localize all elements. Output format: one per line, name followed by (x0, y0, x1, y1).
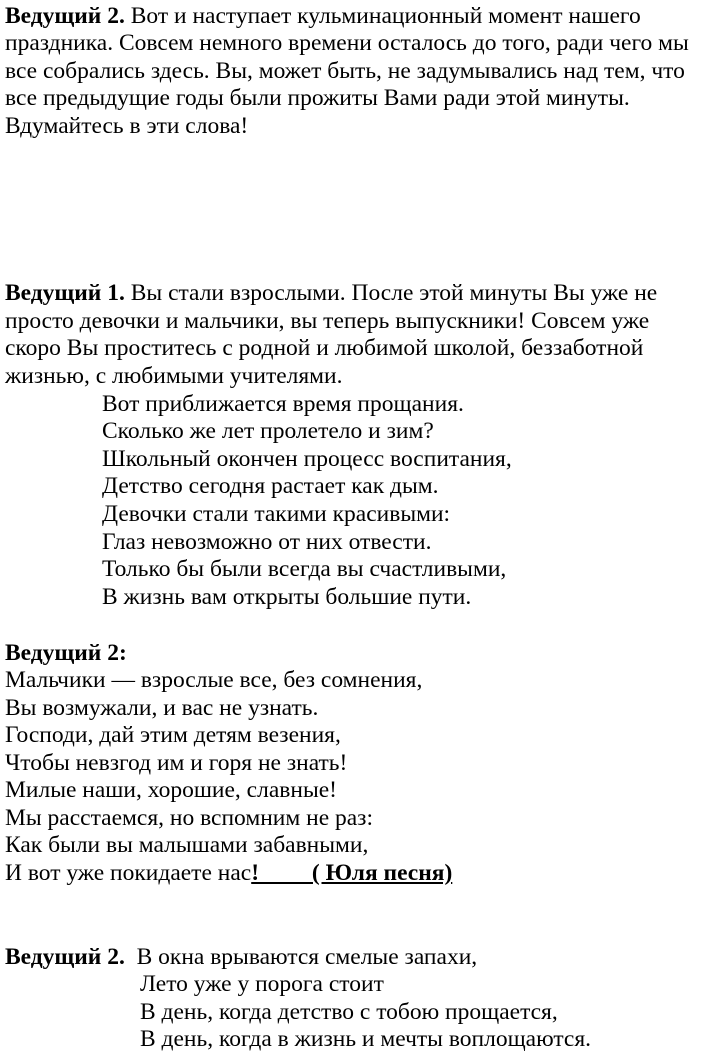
paragraph-line: скоро Вы проститесь с родной и любимой школой, беззаботной (5, 335, 644, 361)
paragraph-text: Вы стали взрослыми. После этой минуты Вы уже не (124, 280, 658, 306)
song-note: ! ( Юля песня) (251, 860, 453, 886)
paragraph-line: Вдумайтесь в эти слова! (5, 113, 249, 139)
poem-line: В день, когда в жизнь и мечты воплощаются. (140, 1026, 592, 1052)
poem-text: И вот уже покидаете нас (5, 860, 252, 886)
poem-line: Девочки стали такими красивыми: (102, 501, 451, 527)
paragraph-line: все предыдущие годы были прожиты Вами ради этой минуты. (5, 85, 630, 111)
poem-text: В окна врываются смелые запахи, (124, 944, 478, 970)
poem-line: Как были вы малышами забавными, (5, 832, 369, 858)
paragraph-line (5, 2, 641, 30)
speaker-label: Ведущий 2: (5, 640, 127, 666)
paragraph-line (5, 943, 477, 971)
paragraph-line (5, 279, 657, 307)
poem-line: Школьный окончен процесс воспитания, (102, 446, 512, 472)
poem-line: В день, когда детство с тобою прощается, (140, 999, 558, 1025)
paragraph-line: просто девочки и мальчики, вы теперь выпускники! Совсем уже (5, 308, 650, 334)
poem-line: Мы расстаемся, но вспомним не раз: (5, 805, 373, 831)
speaker-label: Ведущий 1. (5, 280, 125, 306)
poem-line: Лето уже у порога стоит (140, 971, 384, 997)
paragraph-text: Вот и наступает кульминационный момент нашего (124, 3, 641, 29)
poem-line: Чтобы невзгод им и горя не знать! (5, 750, 348, 776)
poem-line: Сколько же лет пролетело и зим? (102, 418, 434, 444)
poem-line: Только бы были всегда вы счастливыми, (102, 556, 507, 582)
paragraph-line: праздника. Совсем немного времени осталось до того, ради чего мы (5, 30, 689, 56)
speaker-label: Ведущий 2. (5, 3, 125, 29)
poem-line: В жизнь вам открыты большие пути. (102, 584, 472, 610)
paragraph-line: жизнью, с любимыми учителями. (5, 363, 343, 389)
poem-line: Глаз невозможно от них отвести. (102, 529, 432, 555)
poem-line: Вы возмужали, и вас не узнать. (5, 695, 319, 721)
poem-line: Вот приближается время прощания. (102, 391, 464, 417)
poem-line: Милые наши, хорошие, славные! (5, 777, 337, 803)
speaker-label: Ведущий 2. (5, 944, 125, 970)
paragraph-line: все собрались здесь. Вы, может быть, не задумывались над тем, что (5, 58, 685, 84)
poem-line: Детство сегодня растает как дым. (102, 473, 439, 499)
poem-line: Мальчики — взрослые все, без сомнения, (5, 667, 423, 693)
poem-line (5, 859, 452, 887)
poem-line: Господи, дай этим детям везения, (5, 722, 341, 748)
